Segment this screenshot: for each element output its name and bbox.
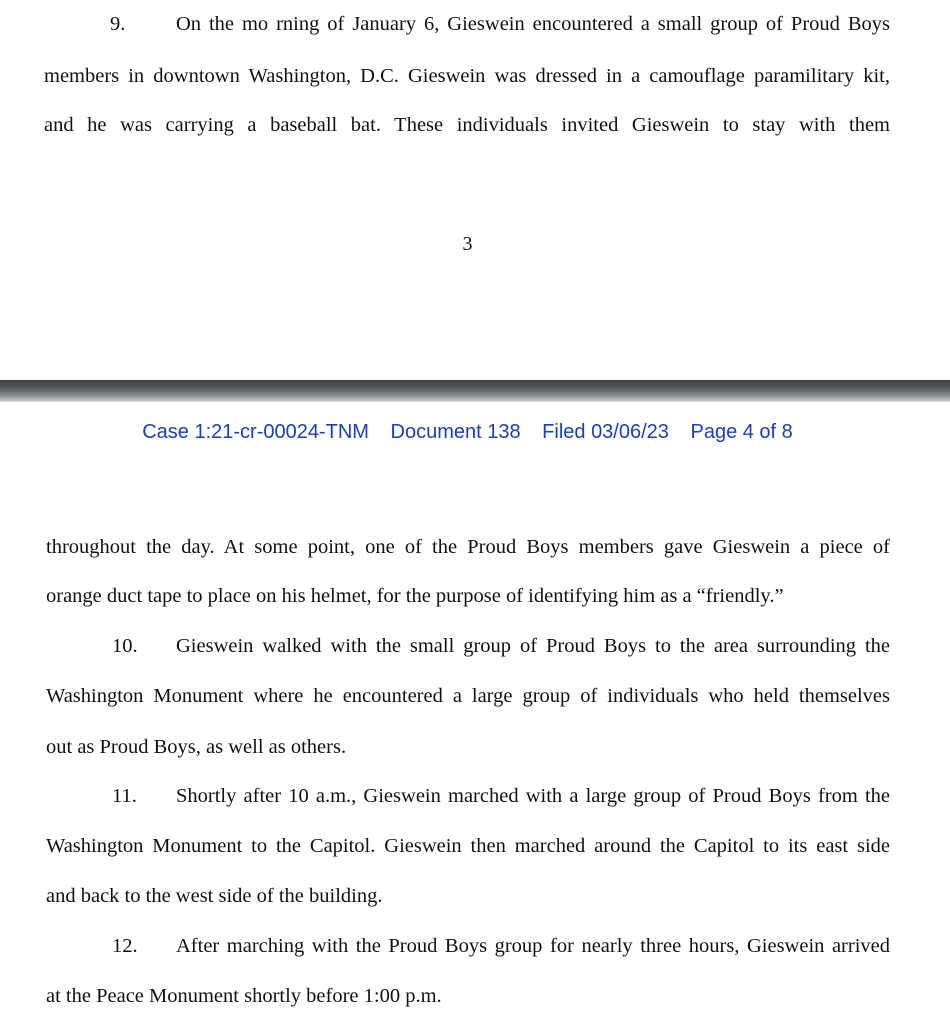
paragraph-10-line-3: out as Proud Boys, as well as others. [46,736,347,758]
paragraph-10-number: 10. [112,635,138,657]
paragraph-10-line-1: Gieswein walked with the small group of Proud Boys to the area surrounding the [176,635,890,657]
previous-page [0,0,950,380]
document-number: Document 138 [390,421,521,443]
paragraph-9-line-2: members in downtown Washington, D.C. Gieswein was dressed in a camouflage paramilitary kit, [44,65,890,87]
page-separator [0,380,950,402]
paragraph-11-number: 11. [112,785,137,807]
continuation-line-2: orange duct tape to place on his helmet, for the purpose of identifying him as a “friendly.” [46,585,784,607]
paragraph-9-line-3: and he was carrying a baseball bat. These individuals invited Gieswein to stay with them [44,114,890,136]
page-number: 3 [462,233,473,255]
case-number: Case 1:21-cr-00024-TNM [142,421,369,443]
paragraph-12-line-2: at the Peace Monument shortly before 1:00 p.m. [46,985,442,1007]
filed-date: Filed 03/06/23 [542,421,669,443]
paragraph-11-line-3: and back to the west side of the building. [46,885,383,907]
paragraph-11-line-2: Washington Monument to the Capitol. Gieswein then marched around the Capitol to its east side [46,835,890,857]
paragraph-12-line-1: After marching with the Proud Boys group for nearly three hours, Gieswein arrived [176,935,890,957]
paragraph-9-number: 9. [110,13,126,35]
current-page [0,402,950,1014]
paragraph-11-line-1: Shortly after 10 a.m., Gieswein marched with a large group of Proud Boys from the [176,785,890,807]
continuation-line-1: throughout the day. At some point, one of the Proud Boys members gave Gieswein a piece of [46,536,890,558]
paragraph-10-line-2: Washington Monument where he encountered a large group of individuals who held themselves [46,685,890,707]
page-indicator: Page 4 of 8 [690,421,793,443]
paragraph-9-line-1: On the mo rning of January 6, Gieswein encountered a small group of Proud Boys [176,13,890,35]
case-header [0,422,935,442]
paragraph-12-number: 12. [112,935,138,957]
